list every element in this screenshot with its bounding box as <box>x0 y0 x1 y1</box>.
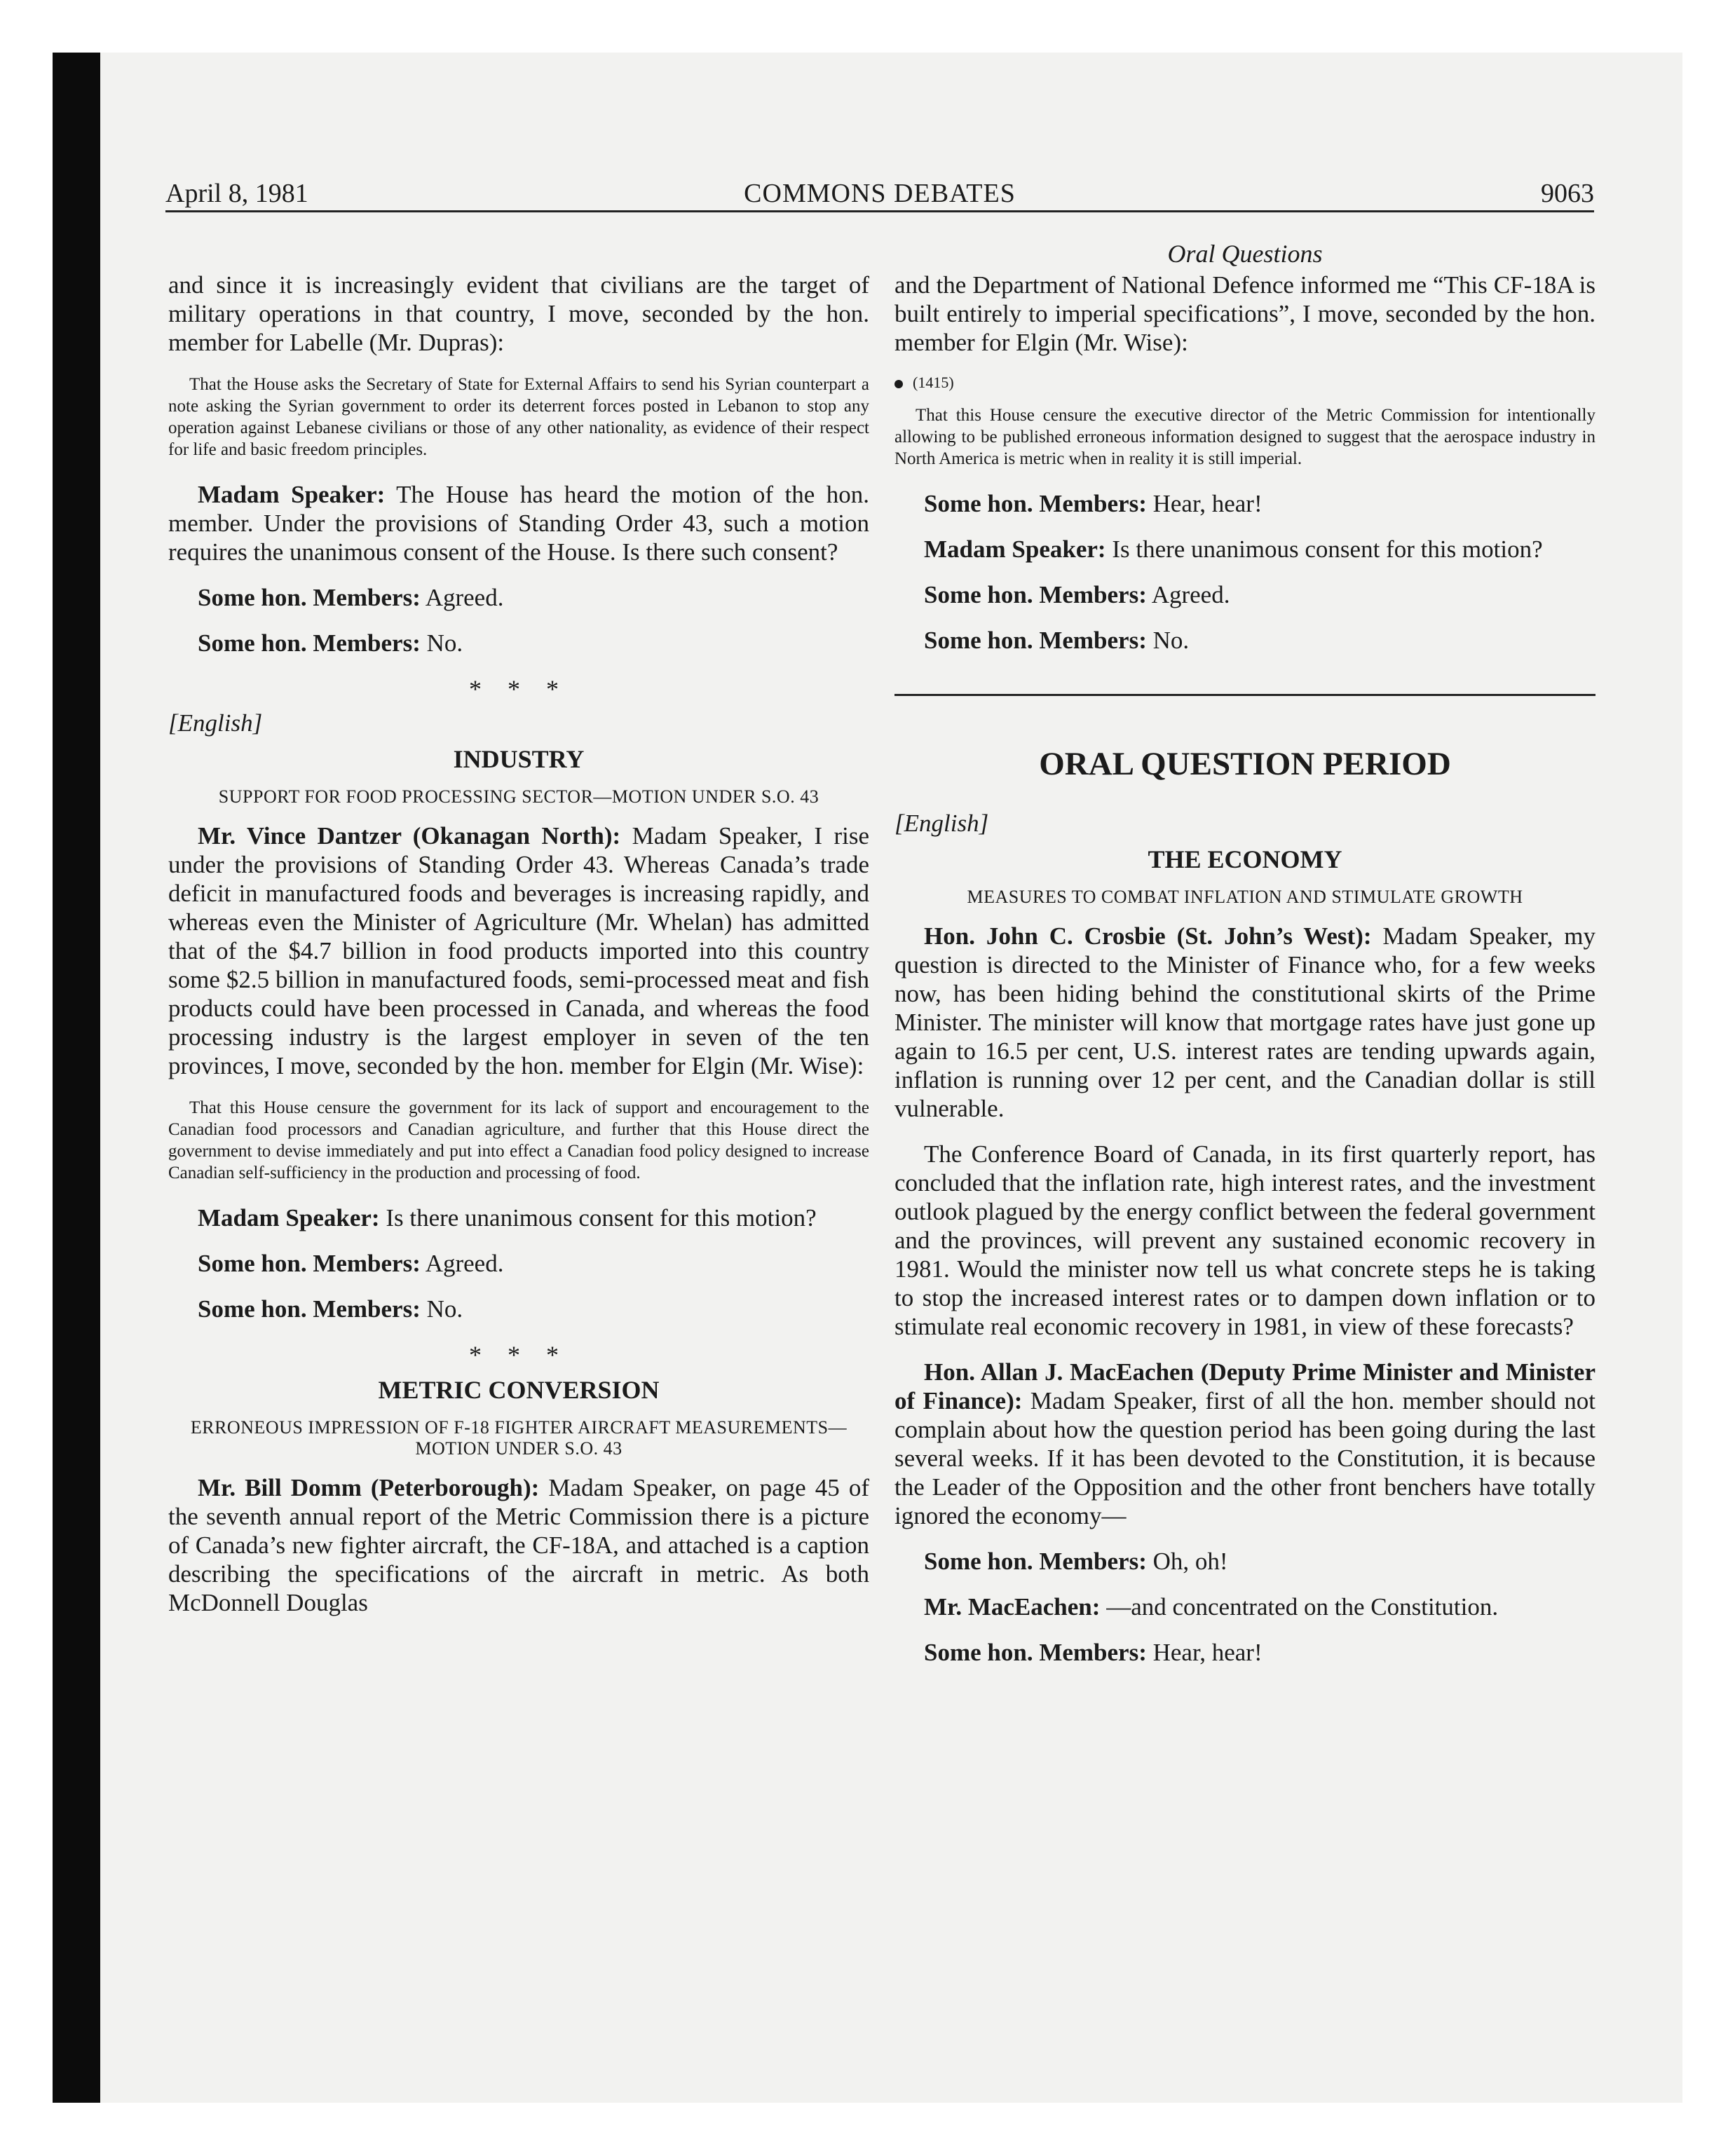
language-marker: [English] <box>894 810 989 837</box>
section-separator: * * * <box>469 675 569 703</box>
scan-binding-edge <box>53 53 100 2103</box>
subheading-metric: ERRONEOUS IMPRESSION OF F-18 FIGHTER AIRCRAFT MEASUREMENTS—MOTION UNDER S.O. 43 <box>190 1417 848 1459</box>
section-separator: * * * <box>469 1341 569 1369</box>
speech-paragraph <box>894 922 1595 1123</box>
speech-paragraph <box>168 1203 869 1232</box>
speech-text: Oh, oh! <box>1146 1548 1228 1575</box>
speaker-name: Some hon. Members: <box>198 1295 421 1323</box>
section-heading-industry: INDUSTRY <box>453 745 585 773</box>
reply-paragraph <box>168 1295 869 1323</box>
speaker-name: Some hon. Members: <box>924 627 1147 654</box>
reply-paragraph <box>168 629 869 657</box>
speaker-name: Madam Speaker: <box>198 1204 380 1231</box>
reply-paragraph <box>168 583 869 612</box>
speech-paragraph <box>894 1358 1595 1530</box>
header-publication: COMMONS DEBATES <box>744 179 1016 208</box>
subheading-industry: SUPPORT FOR FOOD PROCESSING SECTOR—MOTION UNDER S.O. 43 <box>218 786 819 807</box>
speaker-name: Some hon. Members: <box>924 581 1147 608</box>
speech-text: Agreed. <box>420 584 504 611</box>
section-heading-metric: METRIC CONVERSION <box>378 1376 660 1404</box>
speech-text: —and concentrated on the Constitution. <box>1100 1593 1499 1621</box>
continued-paragraph: and the Department of National Defence informed me “This CF-18A is built entirely to imperial specifications”, I move, seconded by the hon. member for Elgin (Mr. Wise): <box>894 271 1595 356</box>
speech-text: Is there unanimous consent for this motion? <box>379 1204 817 1231</box>
speaker-name: Some hon. Members: <box>198 584 421 611</box>
header-date: April 8, 1981 <box>165 179 308 208</box>
section-divider <box>894 694 1595 696</box>
running-head: Oral Questions <box>1167 240 1323 268</box>
speaker-name: Mr. Vince Dantzer (Okanagan North): <box>198 822 621 850</box>
bullet-icon <box>894 380 903 388</box>
speech-text: Is there unanimous consent for this motion? <box>1105 535 1543 563</box>
speech-text: No. <box>1146 627 1190 654</box>
speech-text: The House has heard the motion of the hon. member. Under the provisions of Standing Order 43, such a motion requires the unanimous consent of the House. Is there such consent? <box>168 481 869 566</box>
speech-paragraph <box>168 821 869 1080</box>
speech-text: Agreed. <box>1146 581 1230 608</box>
subheading-economy: MEASURES TO COMBAT INFLATION AND STIMULATE GROWTH <box>967 887 1523 907</box>
language-marker: [English] <box>168 709 263 737</box>
speaker-name: Some hon. Members: <box>198 629 421 657</box>
speaker-name: Some hon. Members: <box>924 1548 1147 1575</box>
speech-text: Agreed. <box>420 1250 504 1277</box>
time-marker-text: (1415) <box>913 374 954 391</box>
section-heading-economy: THE ECONOMY <box>1148 845 1342 873</box>
right-column <box>894 238 1595 1684</box>
reply-paragraph <box>894 1638 1595 1667</box>
speaker-name: Mr. Bill Domm (Peterborough): <box>198 1474 540 1501</box>
speech-paragraph: The Conference Board of Canada, in its first quarterly report, has concluded that the inflation rate, high interest rates, and the investment outlook plagued by the energy conflict between the federal government and the provinces, will prevent any sustained economic recovery in 1981. Would the minister now tell us what concrete steps he is taking to stop the increased interest rates or to dampen down inflation or to stimulate real economic recovery in 1981, in view of these forecasts? <box>894 1140 1595 1340</box>
speech-text: No. <box>420 1295 463 1323</box>
speech-text: Madam Speaker, on page 45 of the seventh annual report of the Metric Commission there is a picture of Canada’s new fighter aircraft, the CF-18A, and attached is a caption describing the specifications of the aircraft in metric. As both McDonnell Douglas <box>168 1474 869 1616</box>
speech-text: Madam Speaker, my question is directed to the Minister of Finance who, for a few weeks now, has been hiding behind the constitutional skirts of the Prime Minister. The minister will know that mortgage rates have just gone up again to 16.5 per cent, U.S. interest rates are tending upwards again, inflation is running over 12 per cent, and the Canadian dollar is still vulnerable. <box>894 922 1595 1122</box>
reply-paragraph <box>894 1547 1595 1576</box>
time-marker <box>894 374 1595 392</box>
speech-text: Hear, hear! <box>1146 1639 1263 1666</box>
speaker-name: Madam Speaker: <box>198 481 386 508</box>
motion-text: That this House censure the executive director of the Metric Commission for intentionally allowing to be published erroneous information designed to suggest that the aerospace industry in North America is metric when in reality it is still imperial. <box>894 406 1595 468</box>
speech-paragraph <box>168 1473 869 1617</box>
speech-paragraph <box>894 535 1595 564</box>
speech-text: Madam Speaker, first of all the hon. member should not complain about how the question period has been going during the last several weeks. If it has been devoted to the Constitution, it is because the Leader of the Opposition and the other front benchers have totally ignored the economy— <box>894 1387 1595 1529</box>
reply-paragraph <box>894 626 1595 655</box>
speaker-name: Hon. Allan J. MacEachen (Deputy Prime Minister and Minister of Finance): <box>894 1358 1595 1414</box>
motion-text: That this House censure the government for its lack of support and encouragement to the Canadian food processors and Canadian agriculture, and further that this House direct the government to devise immediately and put into effect a Canadian food policy designed to increase Canadian self-sufficiency in the production and processing of food. <box>168 1098 869 1182</box>
speech-text: Madam Speaker, I rise under the provisions of Standing Order 43. Whereas Canada’s trade deficit in manufactured foods and beverages is increasing rapidly, and whereas even the Minister of Agriculture (Mr. Whelan) has admitted that of the $4.7 billion in food products imported into this country some $2.5 billion in manufactured foods, semi-processed meat and fish products could have been processed in Canada, and whereas the food processing industry is the largest employer in seven of the ten provinces, I move, seconded by the hon. member for Elgin (Mr. Wise): <box>168 822 869 1079</box>
speech-text: Hear, hear! <box>1146 490 1263 517</box>
speech-text: No. <box>420 629 463 657</box>
reply-paragraph <box>894 489 1595 518</box>
left-column <box>168 271 869 1634</box>
section-heading-oral-question-period: ORAL QUESTION PERIOD <box>1039 746 1451 782</box>
reply-paragraph <box>894 580 1595 609</box>
header-page-number: 9063 <box>1541 179 1594 208</box>
speaker-name: Some hon. Members: <box>924 490 1147 517</box>
speaker-name: Mr. MacEachen: <box>924 1593 1101 1621</box>
speaker-name: Madam Speaker: <box>924 535 1106 563</box>
reply-paragraph <box>168 1249 869 1278</box>
motion-text: That the House asks the Secretary of State for External Affairs to send his Syrian counterpart a note asking the Syrian government to order its deterrent forces posted in Lebanon to stop any operation against Lebanese civilians or those of any other nationality, as evidence of their respect for life and basic freedom principles. <box>168 375 869 459</box>
intro-paragraph: and since it is increasingly evident that civilians are the target of military operations in that country, I move, seconded by the hon. member for Labelle (Mr. Dupras): <box>168 271 869 356</box>
speech-paragraph <box>168 480 869 566</box>
speaker-name: Some hon. Members: <box>924 1639 1147 1666</box>
speech-paragraph <box>894 1592 1595 1621</box>
page-header <box>165 178 1594 212</box>
speaker-name: Hon. John C. Crosbie (St. John’s West): <box>924 922 1372 950</box>
speaker-name: Some hon. Members: <box>198 1250 421 1277</box>
